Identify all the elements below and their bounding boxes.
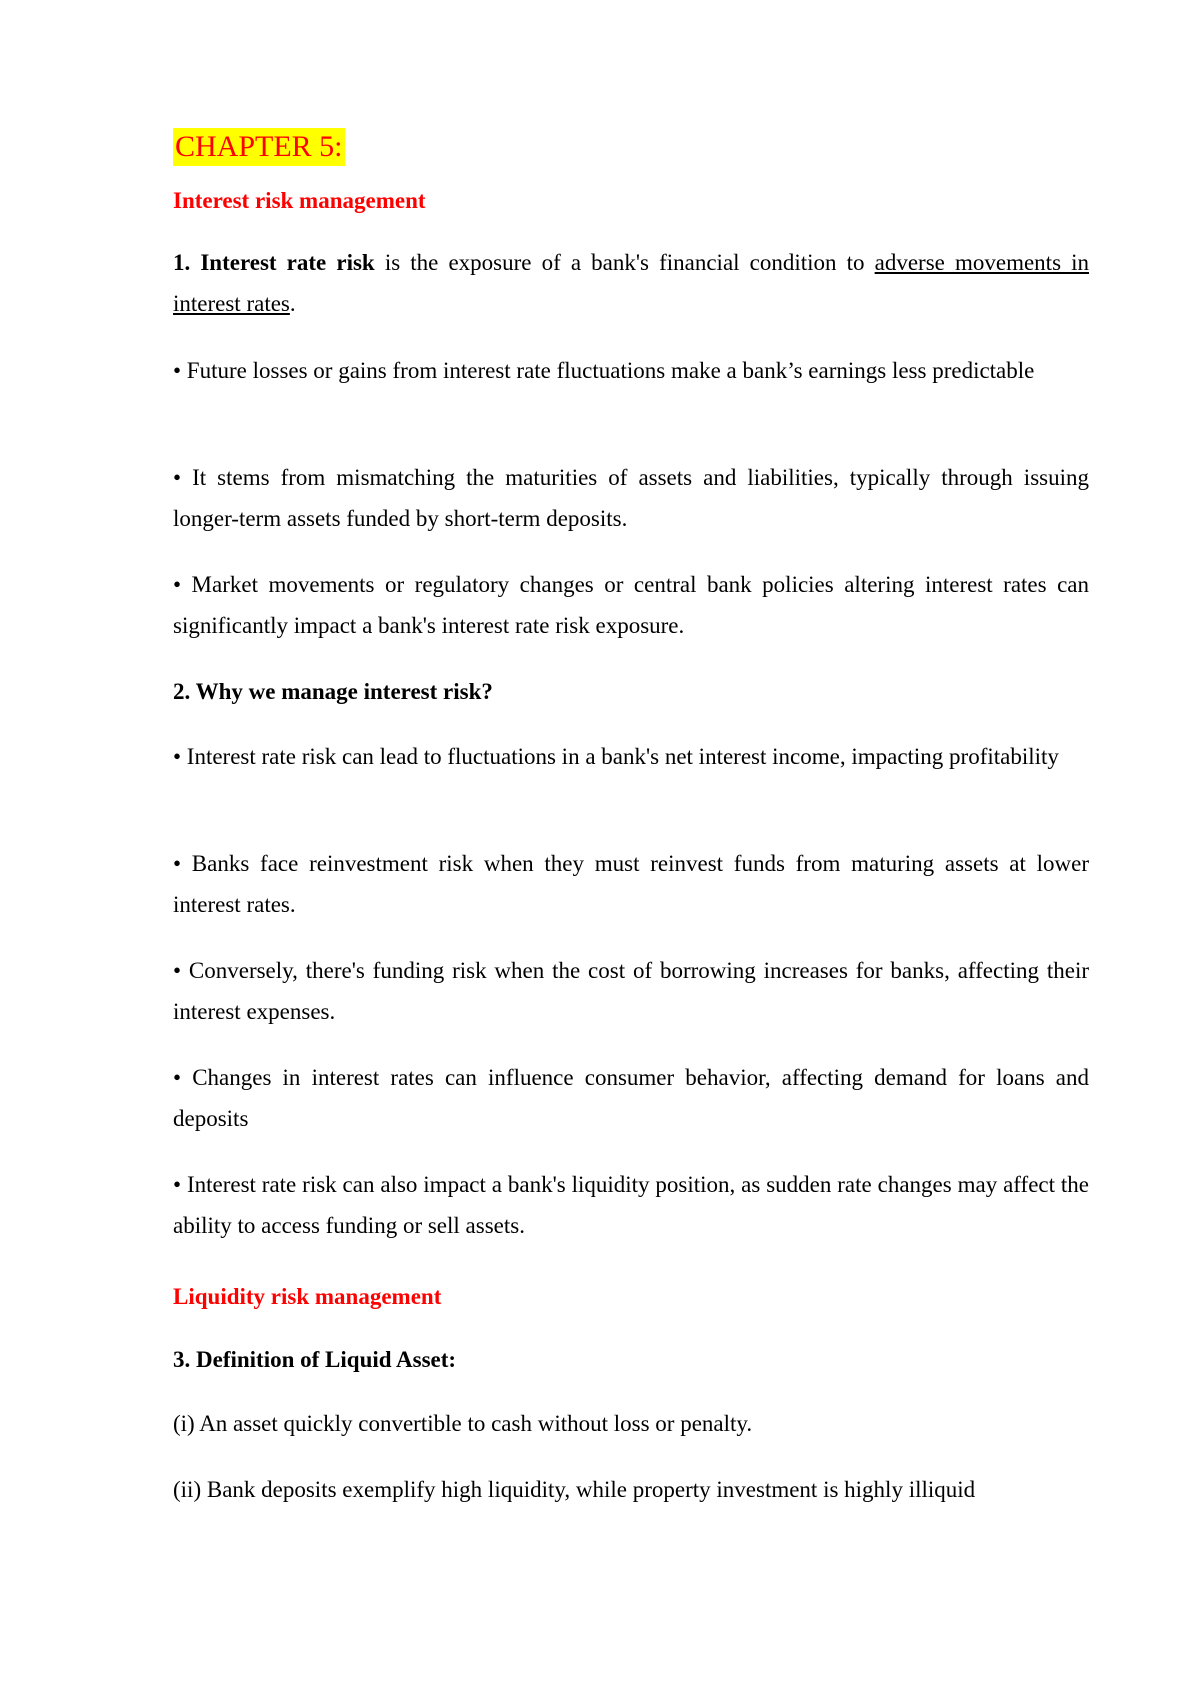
- item-1-underlined: adverse movements in interest rates: [173, 250, 1090, 316]
- bullet-item: • It stems from mismatching the maturities of assets and liabilities, typically through issuing longer-term assets funded by short-term deposits.: [173, 465, 1089, 531]
- section-heading-interest-risk: Interest risk management: [173, 188, 426, 213]
- definition-item: (i) An asset quickly convertible to cash without loss or penalty.: [173, 1411, 753, 1436]
- bullet-item: • Conversely, there's funding risk when the cost of borrowing increases for banks, affecting their interest expenses.: [173, 958, 1089, 1024]
- definition-item: (ii) Bank deposits exemplify high liquidity, while property investment is highly illiquid: [173, 1477, 976, 1502]
- bullet-item: • Changes in interest rates can influence consumer behavior, affecting demand for loans and deposits: [173, 1065, 1089, 1131]
- section-heading-liquidity-risk: Liquidity risk management: [173, 1284, 442, 1309]
- heading-why-manage: 2. Why we manage interest risk?: [173, 679, 493, 704]
- item-1-end: .: [289, 291, 296, 316]
- item-1-paragraph: [173, 242, 1089, 324]
- bullet-item: • Interest rate risk can lead to fluctuations in a bank's net interest income, impacting profitability: [173, 744, 1059, 769]
- bullet-item: • Interest rate risk can also impact a bank's liquidity position, as sudden rate changes may affect the ability to access funding or sell assets.: [173, 1172, 1089, 1238]
- chapter-title: CHAPTER 5:: [173, 128, 345, 166]
- item-1-term: Interest rate risk: [200, 250, 375, 275]
- bullet-item: • Future losses or gains from interest rate fluctuations make a bank’s earnings less predictable: [173, 358, 1035, 383]
- item-1-number: 1.: [173, 250, 191, 275]
- heading-definition: 3. Definition of Liquid Asset:: [173, 1347, 457, 1372]
- bullet-item: • Banks face reinvestment risk when they must reinvest funds from maturing assets at lower interest rates.: [173, 851, 1089, 917]
- item-1-text: is the exposure of a bank's financial condition to: [384, 250, 865, 275]
- bullet-item: • Market movements or regulatory changes or central bank policies altering interest rates can significantly impact a bank's interest rate risk exposure.: [173, 572, 1089, 638]
